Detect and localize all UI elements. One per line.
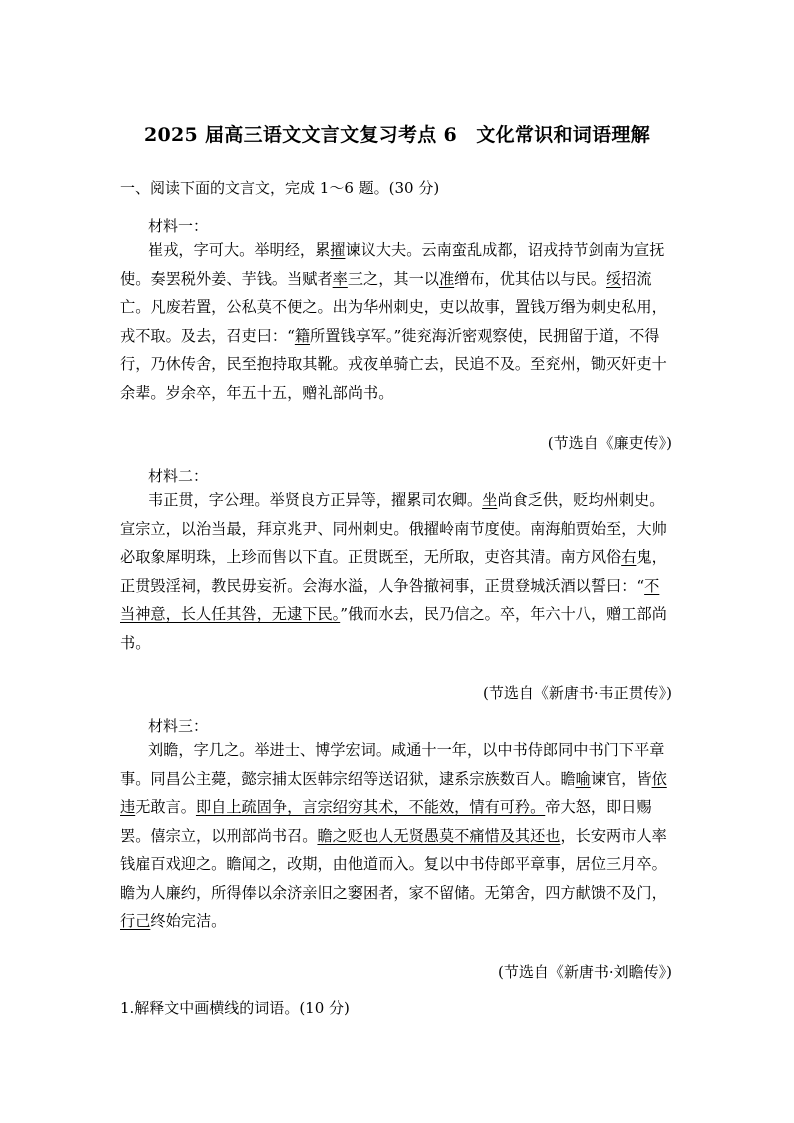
underlined-term: 绥	[606, 269, 622, 288]
underlined-term: 喻	[575, 769, 591, 788]
material-1-source: (节选自《廉吏传》)	[547, 434, 672, 452]
underlined-term: 坐	[482, 491, 498, 509]
material-2-label: 材料二：	[148, 467, 209, 485]
underlined-term: 行己	[120, 912, 151, 930]
underlined-sentence: 即自上疏固争，言宗绍穷其术，不能效，情有可矜。	[195, 798, 546, 816]
material-3-label: 材料三：	[148, 717, 209, 735]
underlined-term: 擢	[330, 241, 346, 259]
underlined-term: 依违	[120, 769, 667, 816]
underlined-term: 准	[438, 269, 455, 288]
material-3-source: (节选自《新唐书·刘瞻传》)	[498, 963, 672, 981]
question-1: 1.解释文中画横线的词语。(10 分)	[120, 999, 350, 1017]
underlined-term: 右	[621, 548, 637, 566]
document-title: 2025 届高三语文文言文复习考点 6 文化常识和词语理解	[143, 124, 651, 146]
material-2-text: 韦正贯，字公理。举贤良方正异等，擢累司农卿。坐尚食乏供，贬均州刺史。宣宗立，以治当最，拜京兆尹、同州刺史。俄擢岭南节度使。南海舶贾始至，大帅必取象犀明珠，上珍而售以下直。正贯既至，无所取，吏咨其清。南方风俗右鬼，正贯毁淫祠，教民毋妄祈。会海水溢，人争咎撤祠事，正贯登城沃酒以誓曰：“不当神意，长人任其咎，无逮下民。”俄而水去，民乃信之。卒，年六十八，赠工部尚书。	[120, 491, 667, 652]
material-3-text: 刘瞻，字几之。举进士、博学宏词。咸通十一年，以中书侍郎同中书门下平章事。同昌公主薨，懿宗捕太医韩宗绍等送诏狱，逮系宗族数百人。瞻喻谏官，皆依违无敢言。即自上疏固争，言宗绍穷其术，不能效，情有可矜。帝大怒，即日赐罢。僖宗立，以刑部尚书召。瞻之贬也人无贤愚莫不痛惜及其还也，长安两市人率钱雇百戏迎之。瞻闻之，改期，由他道而入。复以中书侍郎平章事，居位三月卒。瞻为人廉约，所得俸以余济亲旧之窭困者，家不留储。无第舍，四方献馈不及门，行己终始完洁。	[120, 741, 667, 930]
material-1-label: 材料一：	[148, 217, 209, 235]
section-intro: 一、阅读下面的文言文，完成 1～6 题。(30 分)	[120, 179, 440, 197]
material-2-source: (节选自《新唐书·韦正贯传》)	[483, 684, 672, 702]
material-1-text: 崔戎，字可大。举明经，累擢谏议大夫。云南蛮乱成都，诏戎持节剑南为宣抚使。奏罢税外姜、芋钱。当赋者率三之，其一以准缯布，优其估以与民。绥招流亡。凡废若置，公私莫不便之。出为华州刺史，吏以故事，置钱万缗为刺史私用，戎不取。及去，召吏曰：“籍所置钱享军。”徙兖海沂密观察使，民拥留于道，不得行，乃休传舍，民至抱持取其靴。戎夜单骑亡去，民追不及。至兖州，锄灭奸吏十余辈。岁余卒，年五十五，赠礼部尚书。	[120, 241, 667, 402]
underlined-sentence: 瞻之贬也人无贤愚莫不痛惜及其还也	[317, 826, 561, 845]
underlined-sentence: 不当神意，长人任其咎，无逮下民。	[120, 576, 660, 623]
underlined-term: 率	[332, 269, 348, 288]
underlined-term: 籍	[294, 326, 311, 345]
